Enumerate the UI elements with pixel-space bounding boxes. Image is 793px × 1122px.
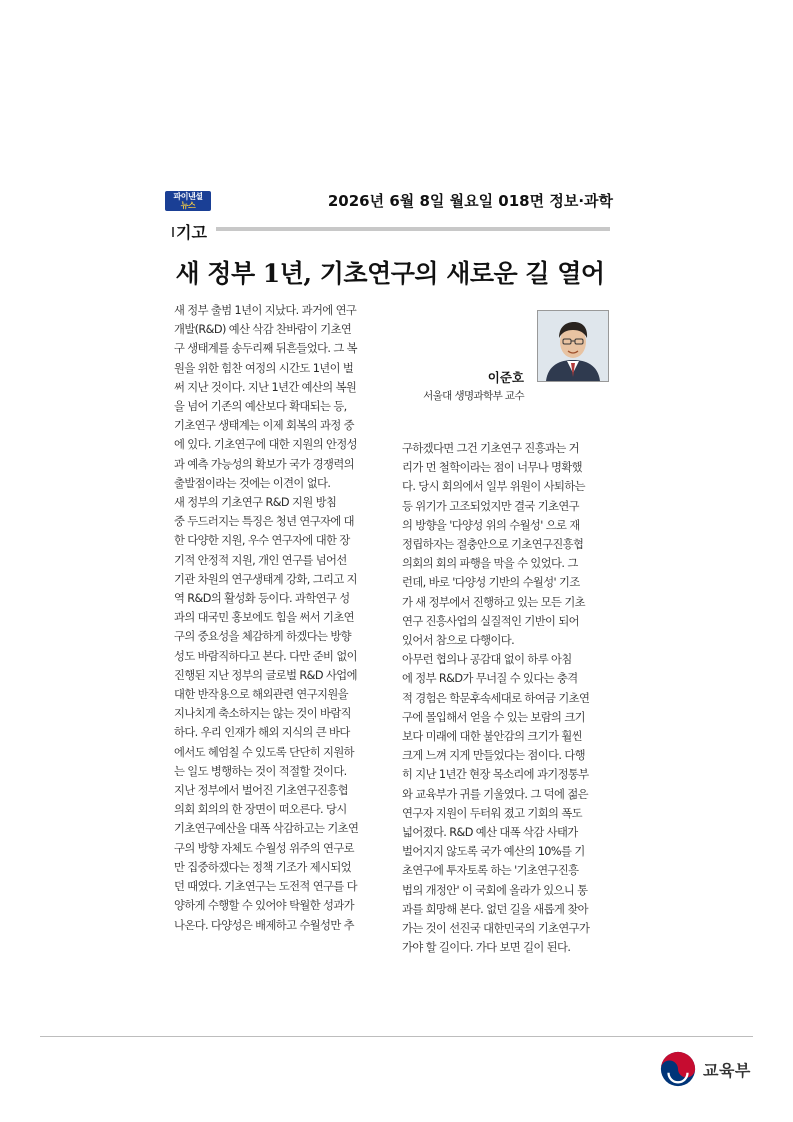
body-line: 기적 안정적 지원, 개인 연구를 넘어선 [174,553,347,567]
body-line: 새 정부 출범 1년이 지났다. 과거에 연구 [174,304,357,317]
body-line: 초연구에 투자토록 하는 '기초연구진흥 [402,864,579,878]
body-line: 아무런 협의나 공감대 없이 하루 아침 [402,653,572,667]
body-line: 만 집중하겠다는 정책 기조가 제시되었 [174,860,351,874]
body-line: 지나치게 축소하지는 않는 것이 바람직 [174,707,351,721]
body-line: 개발(R&D) 예산 삭감 찬바람이 기초연 [174,323,352,337]
body-line: 다. 당시 회의에서 일부 위원이 사퇴하는 [402,480,585,494]
body-line: 등 위기가 고조되었지만 결국 기초연구 [402,499,579,513]
ministry-name: 교육부 [703,1061,751,1080]
body-line: 의 방향을 '다양성 위의 수월성' 으로 재 [402,518,580,532]
logo-line-1: 파이낸셜 [173,192,203,201]
body-line: 크게 느껴 지게 만들었다는 점이다. 다행 [402,749,585,763]
body-line: 새 정부의 기초연구 R&D 지원 방침 [174,496,337,510]
body-line: 벌어지지 않도록 국가 예산의 10%를 기 [402,845,585,859]
body-line: 가는 것이 선진국 대한민국의 기초연구가 [402,922,590,936]
body-line: 원을 위한 힘찬 여정의 시간도 1년이 벌 [174,361,354,375]
body-line: 구의 중요성을 체감하게 하겠다는 방향 [174,630,351,644]
body-line: 에 있다. 기초연구에 대한 지원의 안정성 [174,438,357,452]
body-line: 구하겠다면 그건 기초연구 진흥과는 거 [402,442,579,455]
author-portrait-icon [538,311,608,381]
body-line: 는 일도 병행하는 것이 적절할 것이다. [174,764,347,778]
body-line: 적 경험은 학문후속세대로 하여금 기초연 [402,691,590,705]
body-line: 양하게 수행할 수 있어야 탁월한 성과가 [174,899,354,913]
body-line: 던 때였다. 기초연구는 도전적 연구를 다 [174,880,357,894]
body-line: 진행된 지난 정부의 글로벌 R&D 사업에 [174,668,357,682]
body-line: 구 생태계를 송두리째 뒤흔들었다. 그 복 [174,342,357,356]
body-line: 기관 차원의 연구생태계 강화, 그리고 지 [174,572,357,586]
body-line: 리가 먼 철학이라는 점이 너무나 명확했 [402,461,582,475]
body-line: 정립하자는 절충안으로 기초연구진흥협 [402,538,584,552]
body-line: 과 예측 가능성의 확보가 국가 경쟁력의 [174,457,354,471]
body-line: 하다. 우리 인재가 해외 지식의 큰 바다 [174,726,350,740]
body-line: 구에 몰입해서 얻을 수 있는 보람의 크기 [402,710,585,724]
body-line: 의회의 회의 파행을 막을 수 있었다. 그 [402,557,578,571]
body-line: 보다 미래에 대한 불안감의 크기가 훨씬 [402,730,582,744]
body-line: 을 넘어 기존의 예산보다 확대되는 등, [174,400,347,414]
body-line: 법의 개정안' 이 국회에 올라가 있으니 통 [402,883,588,897]
body-line: 구의 방향 자체도 수월성 위주의 연구로 [174,841,354,855]
body-line: 가 새 정부에서 진행하고 있는 모든 기초 [402,595,585,609]
body-line: 성도 바람직하다고 본다. 다만 준비 없이 [174,649,357,663]
section-label-text: 기고 [176,223,207,242]
section-label [172,220,207,243]
author-photo [537,310,609,382]
body-line: 에 정부 R&D가 무너질 수 있다는 충격 [402,672,578,686]
body-line: 와 교육부가 귀를 기울였다. 그 덕에 젊은 [402,787,588,801]
body-line: 히 지난 1년간 현장 목소리에 과기정통부 [402,768,589,782]
headline: 새 정부 1년, 기초연구의 새로운 길 열어 [175,259,605,288]
body-line: 기초연구 생태계는 이제 회복의 과정 중 [174,419,354,433]
author-title: 서울대 생명과학부 교수 [423,390,524,402]
body-line: 가야 할 길이다. 가다 보면 길이 된다. [402,941,571,955]
body-line: 연구 진흥사업의 실질적인 기반이 되어 [402,614,579,628]
body-line: 기초연구예산을 대폭 삭감하고는 기초연 [174,822,359,836]
body-line: 지난 정부에서 벌어진 기초연구진흥협 [174,784,348,798]
body-line: 과의 대국민 홍보에도 힘을 써서 기초연 [174,611,354,625]
dateline: 2026년 6월 8일 월요일 018면 정보·과학 [327,192,613,210]
body-line: 과를 희망해 본다. 없던 길을 새롭게 찾아 [402,902,588,916]
taegeuk-emblem-icon [659,1050,697,1088]
logo-line-2: 뉴스 [180,201,196,210]
body-line: 중 두드러지는 특징은 청년 연구자에 대 [174,515,354,529]
body-line: 써 지난 것이다. 지난 1년간 예산의 복원 [174,380,357,394]
body-column-left [174,301,396,935]
body-line: 한 다양한 지원, 우수 연구자에 대한 장 [174,534,350,548]
body-line: 나온다. 다양성은 배제하고 수월성만 추 [174,918,354,932]
body-line: 에서도 헤엄칠 수 있도록 단단히 지원하 [174,745,354,759]
footer-rule [40,1036,753,1037]
body-line: 대한 반작용으로 해외관련 연구지원을 [174,688,348,702]
section-rule [216,227,610,231]
body-column-right [402,439,610,957]
author-name: 이준호 [487,370,524,385]
body-line: 역 R&D의 활성화 등이다. 과학연구 성 [174,592,350,606]
newspaper-logo [165,191,211,211]
body-line: 런데, 바로 '다양성 기반의 수월성' 기조 [402,576,580,590]
section-tick [172,227,174,237]
body-line: 연구자 지원이 두터워 졌고 기회의 폭도 [402,806,582,820]
body-line: 의회 회의의 한 장면이 떠오른다. 당시 [174,803,347,817]
body-line: 있어서 참으로 다행이다. [402,634,515,648]
body-line: 넓어졌다. R&D 예산 대폭 삭감 사태가 [402,826,578,840]
body-line: 출발점이라는 것에는 이견이 없다. [174,476,331,490]
